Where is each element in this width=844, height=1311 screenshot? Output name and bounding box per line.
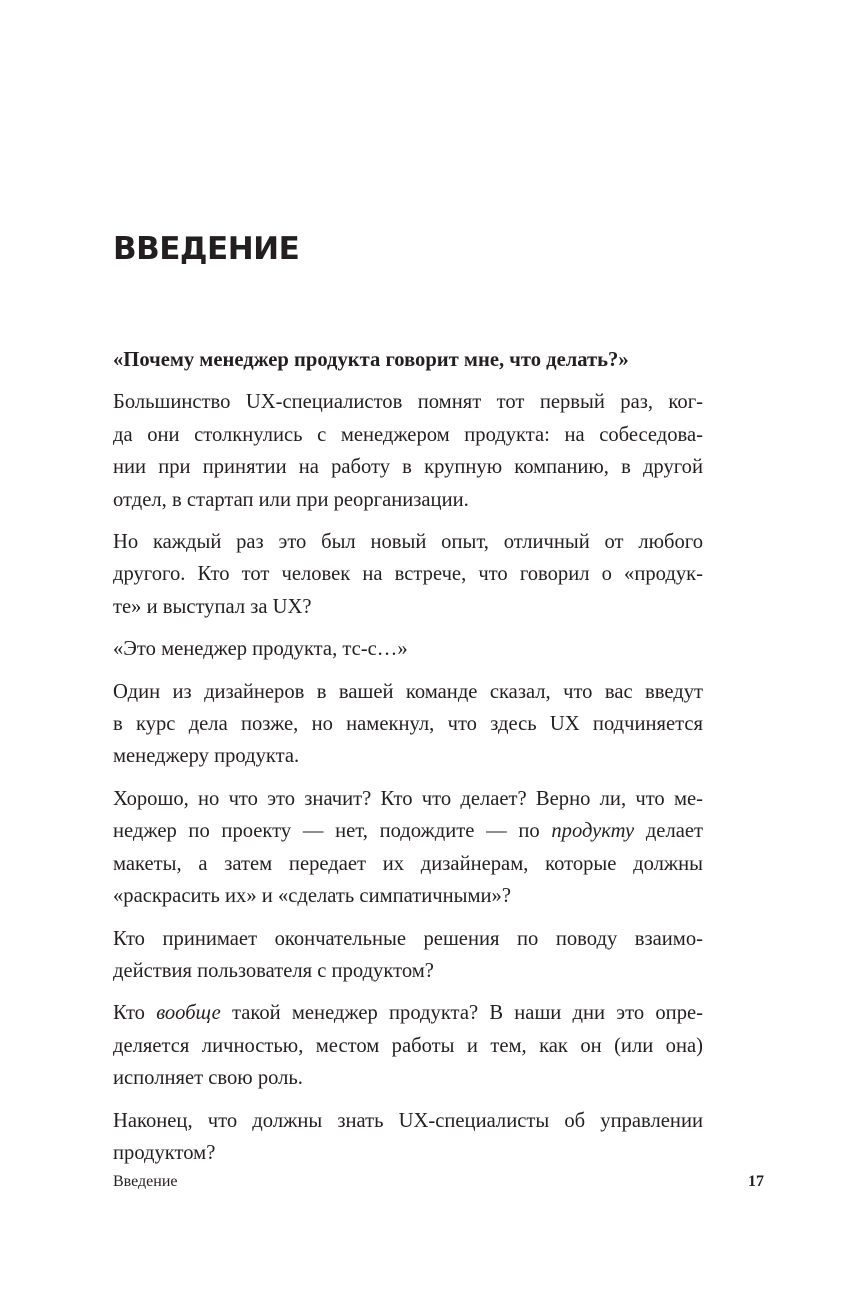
paragraph bbox=[113, 997, 703, 1094]
body-text bbox=[113, 344, 703, 1179]
text-line: отдел, в стартап или при реорганизации. bbox=[113, 488, 469, 511]
lead-question-line: «Почему менеджер продукта говорит мне, что делать?» bbox=[113, 349, 629, 371]
paragraph bbox=[113, 676, 703, 773]
paragraph bbox=[113, 526, 703, 623]
text-line-with-emphasis bbox=[113, 815, 703, 847]
paragraph bbox=[113, 923, 703, 988]
text-line: Но каждый раз это был новый опыт, отличный от любого bbox=[113, 531, 703, 554]
text-line: «Это менеджер продукта, тс-с…» bbox=[113, 638, 408, 661]
paragraph bbox=[113, 386, 703, 516]
text-line: исполняет свою роль. bbox=[113, 1067, 303, 1090]
text-line: Один из дизайнеров в вашей команде сказал, что вас введут bbox=[113, 680, 703, 703]
emphasis-word: продукту bbox=[551, 820, 635, 843]
text-line: нии при принятии на работу в крупную компанию, в другой bbox=[113, 456, 703, 479]
running-footer-title: Введение bbox=[113, 1173, 178, 1190]
lead-question bbox=[113, 344, 703, 376]
text-line: те» и выступал за UX? bbox=[113, 595, 312, 618]
text-line: Хорошо, но что это значит? Кто что делает? Верно ли, что ме- bbox=[113, 787, 703, 810]
text-line: да они столкнулись с менеджером продукта: на собеседова- bbox=[113, 423, 703, 446]
emphasis-word: вообще bbox=[156, 1002, 221, 1025]
text-line: «раскрасить их» и «сделать симпатичными»? bbox=[113, 885, 511, 908]
paragraph bbox=[113, 633, 703, 665]
text-run: такой менеджер продукта? В наши дни это опре- bbox=[220, 1002, 703, 1025]
text-line: продуктом? bbox=[113, 1141, 216, 1164]
text-line: деляется личностью, местом работы и тем, как он (или она) bbox=[113, 1034, 703, 1057]
text-line: другого. Кто тот человек на встрече, что говорил о «продук- bbox=[113, 563, 703, 586]
text-line: Наконец, что должны знать UX-специалисты об управлении bbox=[113, 1109, 703, 1132]
page-number: 17 bbox=[748, 1173, 764, 1190]
paragraph bbox=[113, 1105, 703, 1170]
text-line: Большинство UX-специалистов помнят тот первый раз, ког- bbox=[113, 391, 703, 414]
text-line: Кто принимает окончательные решения по поводу взаимо- bbox=[113, 927, 703, 950]
text-line: макеты, а затем передает их дизайнерам, которые должны bbox=[113, 852, 703, 875]
text-run: неджер по проекту — нет, подождите — по bbox=[113, 820, 552, 843]
text-line-with-emphasis bbox=[113, 997, 703, 1029]
text-run: Кто bbox=[113, 1002, 157, 1025]
text-line: менеджеру продукта. bbox=[113, 745, 300, 768]
text-line: действия пользователя с продуктом? bbox=[113, 959, 434, 982]
paragraph bbox=[113, 783, 703, 913]
text-run: делает bbox=[634, 820, 704, 843]
text-line: в курс дела позже, но намекнул, что здесь UX подчиняется bbox=[113, 713, 703, 736]
chapter-title: ВВЕДЕНИЕ bbox=[113, 231, 300, 267]
